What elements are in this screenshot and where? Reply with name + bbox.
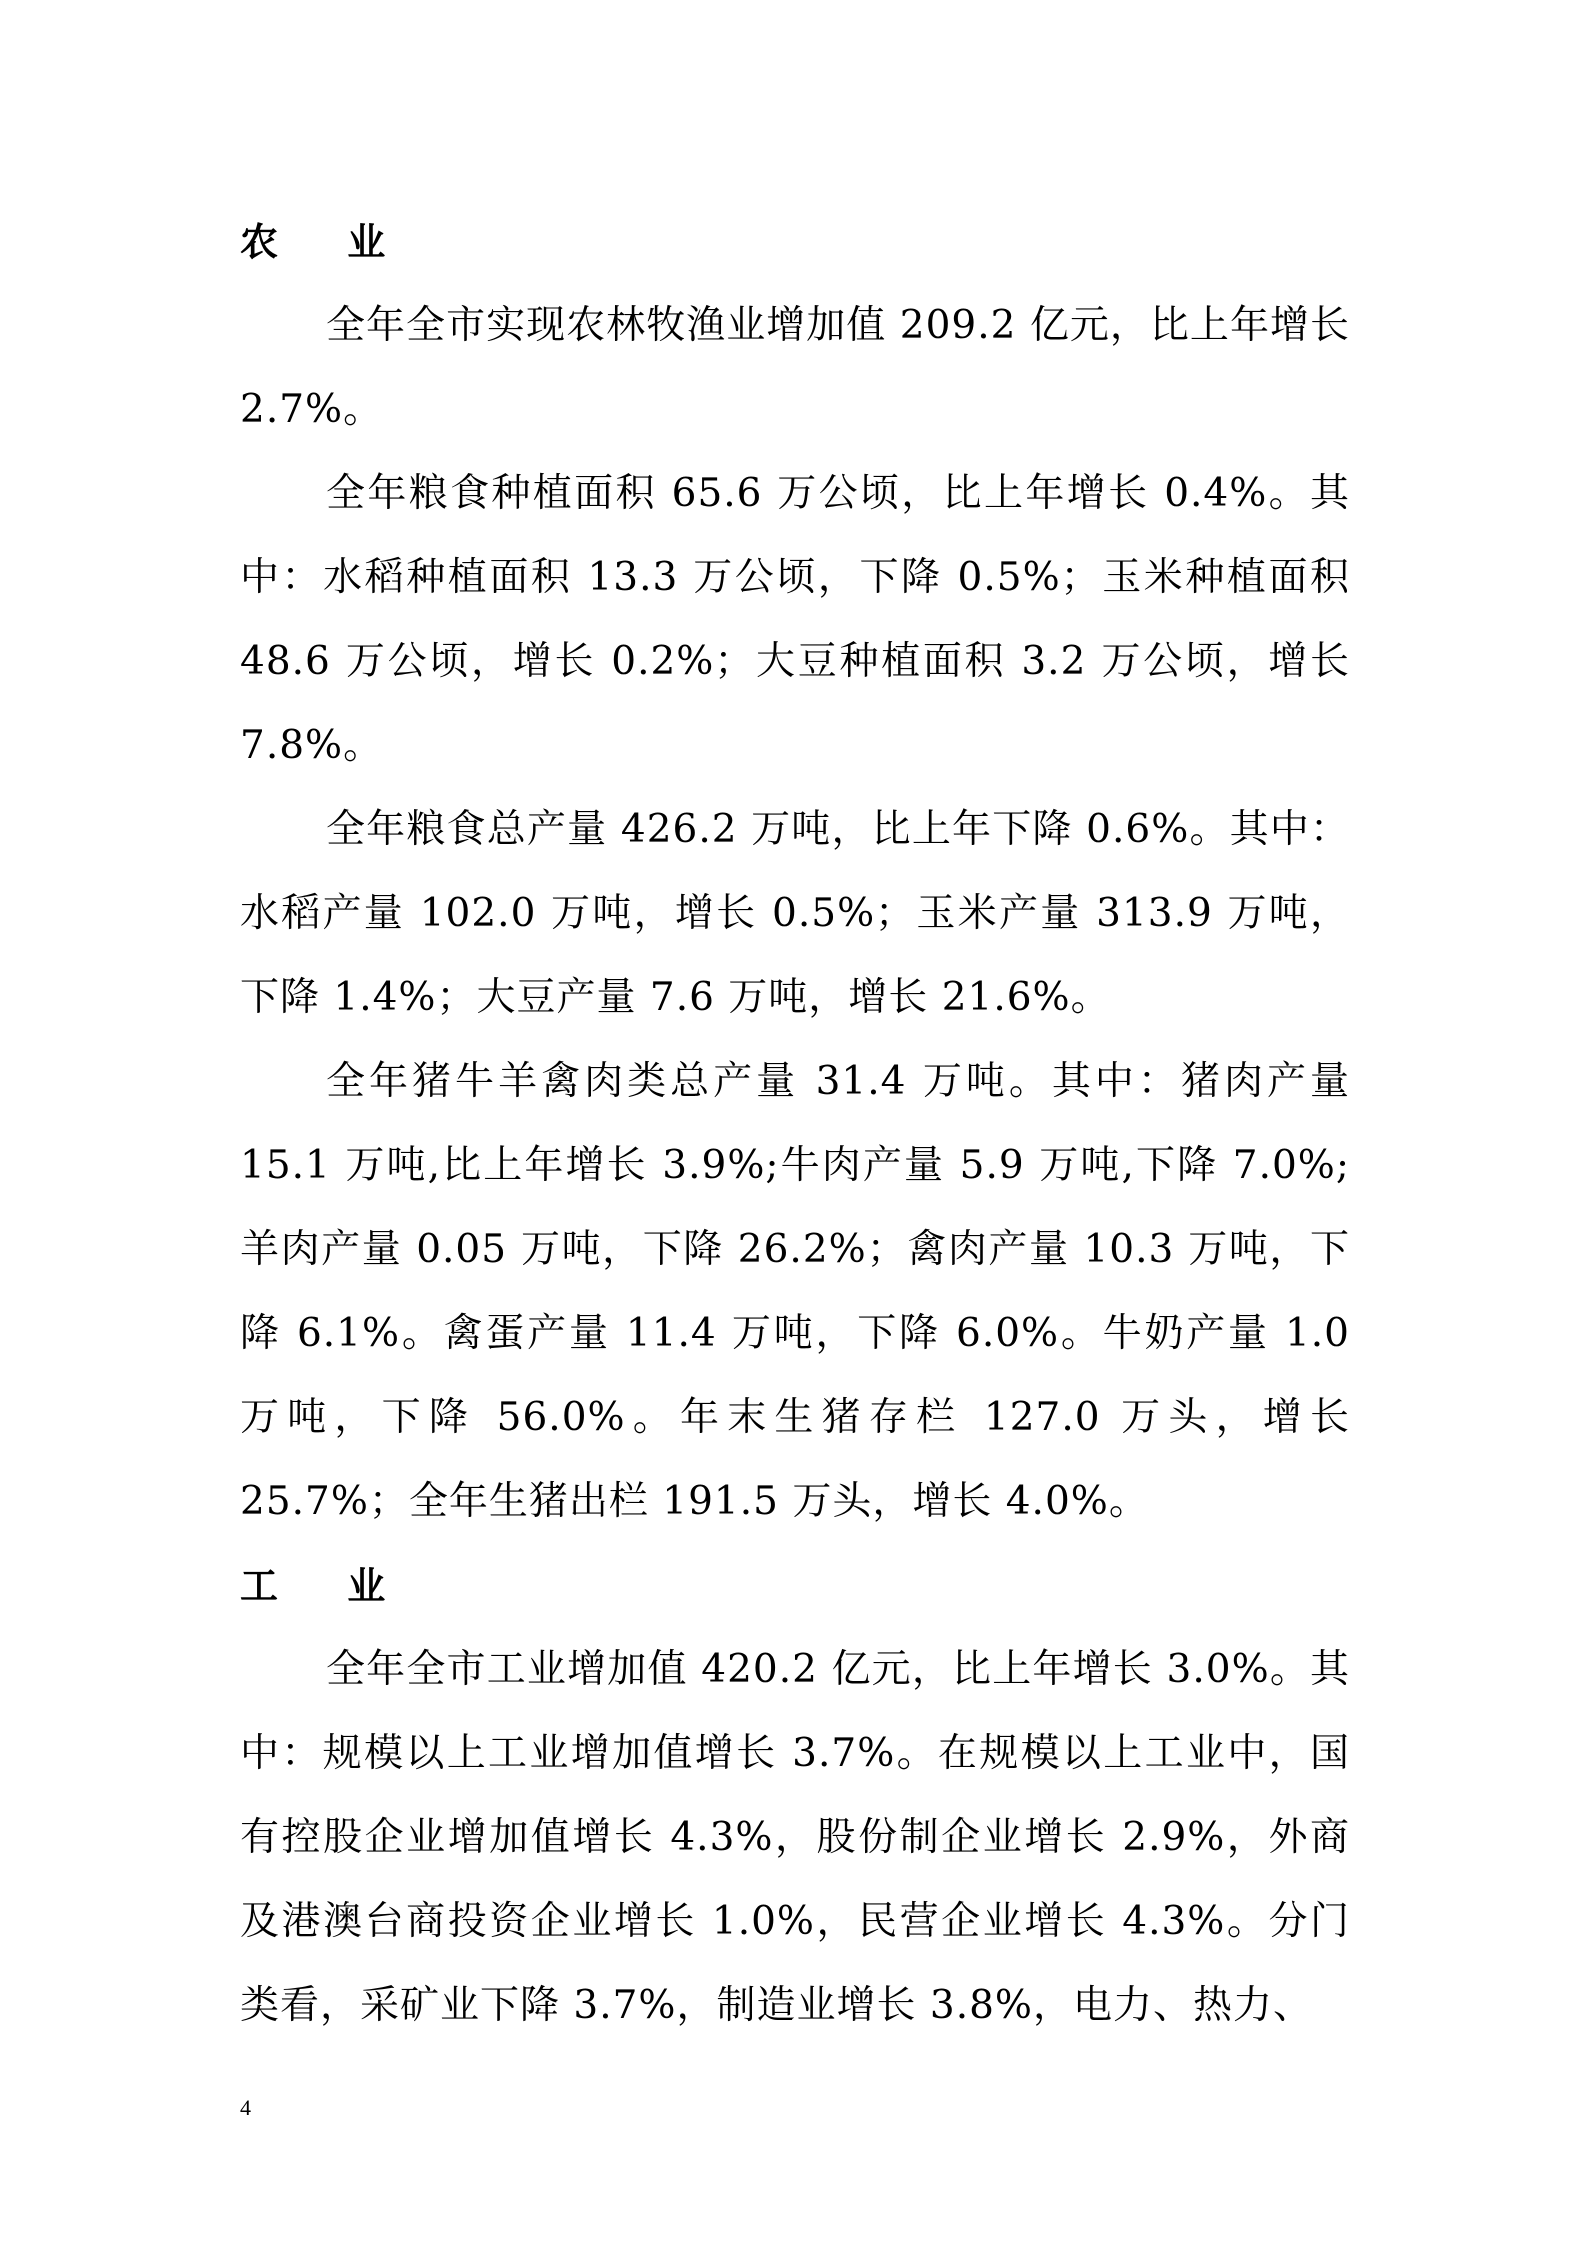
paragraph: 全年全市实现农林牧渔业增加值 209.2 亿元，比上年增长 2.7%。 (240, 303, 1350, 432)
paragraph: 全年全市工业增加值 420.2 亿元，比上年增长 3.0%。其中：规模以上工业增加值增长 3.7%。在规模以上工业中，国有控股企业增加值增长 4.3%，股份制企业增长 2.9%，外商及港澳台商投资企业增长 1.0%，民营企业增长 4.3%。分门类看，采矿业下降 3.7%，制造业增长 3.8%，电力、热力、 (240, 1647, 1350, 2028)
paragraph: 全年粮食种植面积 65.6 万公顷，比上年增长 0.4%。其中：水稻种植面积 13.3 万公顷，下降 0.5%；玉米种植面积 48.6 万公顷，增长 0.2%；大豆种植面积 3.2 万公顷，增长 7.8%。 (240, 471, 1350, 768)
industry-section (240, 1544, 1350, 2048)
page-number: 4 (240, 2095, 251, 2120)
agriculture-section (240, 200, 1350, 1544)
paragraph: 全年猪牛羊禽肉类总产量 31.4 万吨。其中：猪肉产量 15.1 万吨,比上年增长 3.9%;牛肉产量 5.9 万吨,下降 7.0%; 羊肉产量 0.05 万吨，下降 26.2%；禽肉产量 10.3 万吨，下降 6.1%。禽蛋产量 11.4 万吨，下降 6.0%。牛奶产量 1.0 万吨，下降 56.0%。年末生猪存栏 127.0 万头，增长 25.7%；全年生猪出栏 191.5 万头，增长 4.0%。 (240, 1059, 1350, 1524)
document-page (240, 200, 1350, 2048)
paragraph: 全年粮食总产量 426.2 万吨，比上年下降 0.6%。其中：水稻产量 102.0 万吨，增长 0.5%；玉米产量 313.9 万吨，下降 1.4%；大豆产量 7.6 万吨，增长 21.6%。 (240, 807, 1350, 1020)
section-heading-agriculture: 农 业 (240, 220, 414, 264)
section-heading-industry: 工 业 (240, 1564, 414, 1608)
